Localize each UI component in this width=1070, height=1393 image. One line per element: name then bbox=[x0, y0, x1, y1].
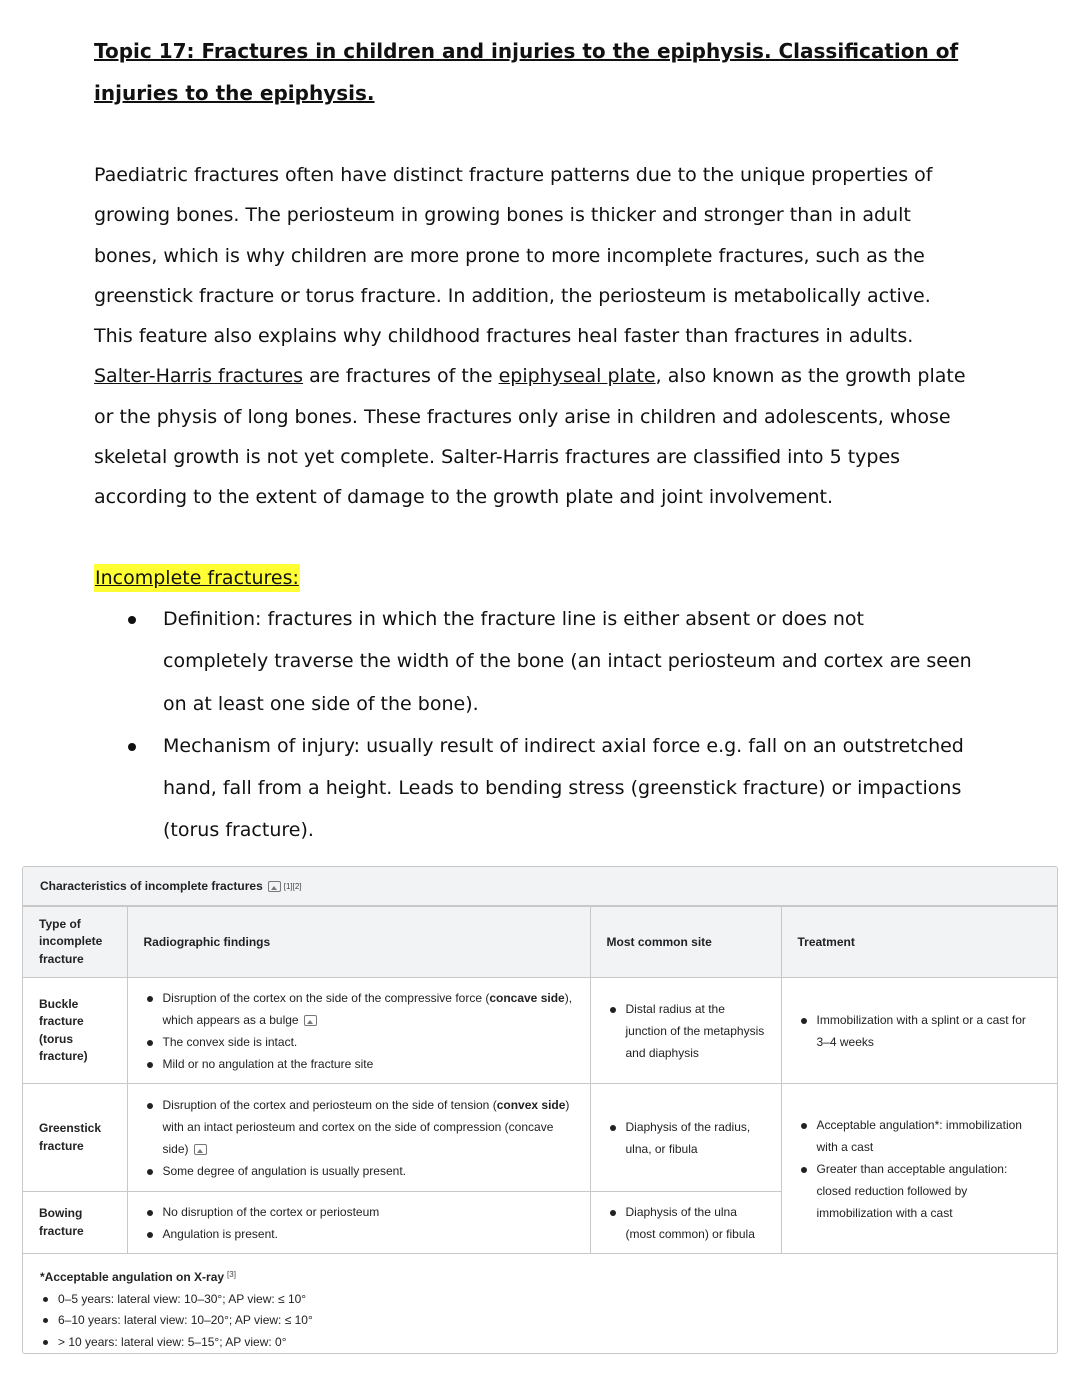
page-title: Topic 17: Fractures in children and injuries to the epiphysis. Classification of injuries to the epiphysis. bbox=[94, 39, 959, 105]
header-site: Most common site bbox=[590, 907, 781, 978]
cell-findings bbox=[127, 1084, 590, 1192]
intro-text-3: , also known as the growth plate or the physis of long bones. These fractures only arise in children and adolescents, whose skeletal growth is not yet complete. Salter-Harris fractures are classified into 5 types according to the extent of damage to the growth plate and joint involvement. bbox=[94, 365, 966, 509]
image-icon[interactable] bbox=[268, 881, 281, 892]
intro-text-2: are fractures of the bbox=[303, 365, 499, 388]
list-item: Mild or no angulation at the fracture site bbox=[144, 1053, 574, 1075]
table-row-greenstick bbox=[23, 1084, 1057, 1192]
list-item: 6–10 years: lateral view: 10–20°; AP view: ≤ 10° bbox=[40, 1310, 1057, 1332]
header-findings: Radiographic findings bbox=[127, 907, 590, 978]
incomplete-fractures-table bbox=[22, 866, 1058, 1354]
cell-treatment bbox=[781, 978, 1057, 1084]
list-item: Greater than acceptable angulation: closed reduction followed by immobilization with a cast bbox=[798, 1158, 1042, 1224]
image-icon[interactable] bbox=[194, 1144, 207, 1155]
cell-findings bbox=[127, 978, 590, 1084]
table-grid bbox=[23, 906, 1057, 1254]
list-item: Distal radius at the junction of the metaphysis and diaphysis bbox=[607, 998, 765, 1064]
cell-site bbox=[590, 1192, 781, 1254]
footnote-title: *Acceptable angulation on X-ray [3] bbox=[40, 1270, 236, 1284]
salter-harris-link[interactable]: Salter-Harris fractures bbox=[94, 365, 304, 388]
intro-text-1: Paediatric fractures often have distinct fracture patterns due to the unique properties of growing bones. The periosteum in growing bones is thicker and stronger than in adult bones, which is why children are more prone to more incomplete fractures, such as the greenstick fracture or torus fracture. In addition, the periosteum is metabolically active. This feature also explains why childhood fractures heal faster than fractures in adults. bbox=[94, 164, 933, 348]
reference-marker[interactable]: [3] bbox=[227, 1270, 236, 1279]
reference-marker[interactable]: [1][2] bbox=[283, 881, 302, 891]
epiphyseal-plate-link[interactable]: epiphyseal plate bbox=[498, 365, 656, 388]
list-item: Disruption of the cortex on the side of the compressive force (concave side), which appears as a bulge bbox=[144, 987, 574, 1031]
cell-site bbox=[590, 978, 781, 1084]
list-item: Disruption of the cortex and periosteum on the side of tension (convex side) with an intact periosteum and cortex on the side of compression (concave side) bbox=[144, 1094, 574, 1160]
list-item: The convex side is intact. bbox=[144, 1031, 574, 1053]
cell-type: Buckle fracture (torus fracture) bbox=[23, 978, 127, 1084]
list-item: Immobilization with a splint or a cast for 3–4 weeks bbox=[798, 1009, 1042, 1053]
list-item: > 10 years: lateral view: 5–15°; AP view: 0° bbox=[40, 1332, 1057, 1354]
section-bullet-list bbox=[94, 598, 974, 852]
table-header-row bbox=[23, 907, 1057, 978]
list-item: Acceptable angulation*: immobilization with a cast bbox=[798, 1114, 1042, 1158]
table-row-buckle bbox=[23, 978, 1057, 1084]
list-item: 0–5 years: lateral view: 10–30°; AP view: ≤ 10° bbox=[40, 1289, 1057, 1311]
header-treatment: Treatment bbox=[781, 907, 1057, 978]
list-item: Angulation is present. bbox=[144, 1223, 574, 1245]
table-caption: Characteristics of incomplete fractures [1][2] bbox=[23, 867, 1057, 906]
intro-paragraph bbox=[94, 155, 974, 518]
cell-type: Bowing fracture bbox=[23, 1192, 127, 1254]
cell-type: Greenstick fracture bbox=[23, 1084, 127, 1192]
bullet-mechanism: Mechanism of injury: usually result of indirect axial force e.g. fall on an outstretched hand, fall from a height. Leads to bending stress (greenstick fracture) or impactions (torus fracture). bbox=[94, 725, 974, 852]
image-icon[interactable] bbox=[304, 1015, 317, 1026]
list-item: No disruption of the cortex or periosteum bbox=[144, 1201, 574, 1223]
list-item: Diaphysis of the ulna (most common) or fibula bbox=[607, 1201, 765, 1245]
list-item: Diaphysis of the radius, ulna, or fibula bbox=[607, 1116, 765, 1160]
section-heading-incomplete-fractures: Incomplete fractures: bbox=[94, 564, 300, 592]
cell-site bbox=[590, 1084, 781, 1192]
cell-findings bbox=[127, 1192, 590, 1254]
table-footnote bbox=[23, 1254, 1057, 1353]
header-type: Type of incomplete fracture bbox=[23, 907, 127, 978]
list-item: Some degree of angulation is usually present. bbox=[144, 1160, 574, 1182]
bullet-definition: Definition: fractures in which the fracture line is either absent or does not completely traverse the width of the bone (an intact periosteum and cortex are seen on at least one side of the bone). bbox=[94, 598, 974, 725]
cell-treatment bbox=[781, 1084, 1057, 1254]
bullet-dot bbox=[128, 743, 136, 751]
bullet-dot bbox=[128, 616, 136, 624]
